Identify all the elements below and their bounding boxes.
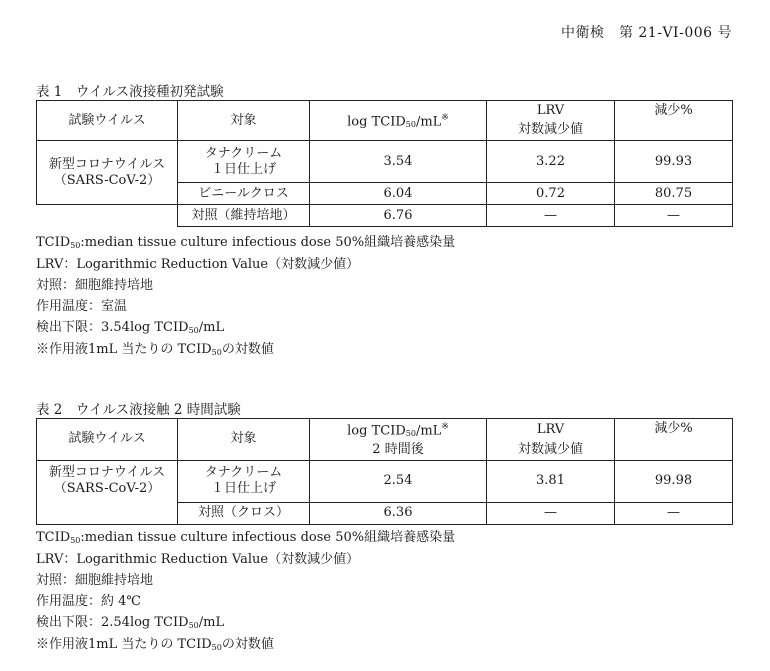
table1-row3-reduction: — bbox=[615, 205, 733, 227]
table1-header-lrv-sub: 対数減少値 bbox=[487, 121, 615, 141]
table1-row3-lrv: — bbox=[487, 205, 615, 227]
table2-header-lrv-sub: 対数減少値 bbox=[487, 440, 615, 460]
note-tcid: $TCID_{50}:median$ tissue culture infectious dose 50%組織培養感染量 bbox=[36, 235, 456, 250]
table2-virus-cell: 新型コロナウイルス （SARS-CoV-2） bbox=[37, 460, 178, 524]
table1-row2-target: ビニールクロス bbox=[178, 183, 310, 205]
note-temperature: 作用温度：室温 bbox=[36, 299, 128, 314]
table2-row1-reduction: 99.98 bbox=[615, 460, 733, 502]
table-row bbox=[37, 205, 733, 227]
table-row bbox=[37, 460, 733, 502]
table1-row2-reduction: 80.75 bbox=[615, 183, 733, 205]
table2-header-target: 対象 bbox=[178, 419, 310, 461]
table2-header-virus: 試験ウイルス bbox=[37, 419, 178, 461]
table2-header-log: $\log TCID_{50}/mL^※$ bbox=[310, 419, 487, 441]
table1-row1-log: 3.54 bbox=[310, 141, 487, 183]
table2-row2-log: 6.36 bbox=[310, 502, 487, 524]
table2-row2-target: 対照（クロス） bbox=[178, 502, 310, 524]
table2-header-lrv: LRV bbox=[487, 419, 615, 441]
table1-row2-log: 6.04 bbox=[310, 183, 487, 205]
table1-row3-target: 対照（維持培地） bbox=[178, 205, 310, 227]
note-temperature: 作用温度：約 4℃ bbox=[36, 594, 141, 609]
note-log-value: ※作用液1mL 当たりの $TCID_{50}$の対数値 bbox=[36, 637, 274, 652]
note-lrv: LRV：Logarithmic Reduction Value（対数減少値） bbox=[36, 552, 360, 567]
table-row bbox=[37, 141, 733, 183]
note-control: 対照：細胞維持培地 bbox=[36, 278, 154, 293]
note-detection-limit: 検出下限：2.54log $TCID_{50}/mL$ bbox=[36, 615, 225, 630]
table1-row1-lrv: 3.22 bbox=[487, 141, 615, 183]
table1 bbox=[36, 100, 733, 227]
table2-row1-lrv: 3.81 bbox=[487, 460, 615, 502]
table1-virus-cell: 新型コロナウイルス （SARS-CoV-2） bbox=[37, 141, 178, 205]
note-detection-limit: 検出下限：3.54log $TCID_{50}/mL$ bbox=[36, 320, 225, 335]
table1-row2-lrv: 0.72 bbox=[487, 183, 615, 205]
table1-header-lrv: LRV bbox=[487, 101, 615, 121]
table1-notes bbox=[36, 232, 455, 361]
table1-row1-reduction: 99.93 bbox=[615, 141, 733, 183]
table2-header-reduction: 減少% bbox=[615, 419, 733, 461]
table2-row2-reduction: — bbox=[615, 502, 733, 524]
table2 bbox=[36, 418, 733, 525]
table1-row3-empty bbox=[37, 205, 178, 227]
table2-row1-log: 2.54 bbox=[310, 460, 487, 502]
table1-header-target: 対象 bbox=[178, 101, 310, 141]
table2-caption: 表 2 ウイルス液接触 2 時間試験 bbox=[36, 402, 241, 418]
table1-row3-log: 6.76 bbox=[310, 205, 487, 227]
table1-header-virus: 試験ウイルス bbox=[37, 101, 178, 141]
table2-row1-target: タナクリーム １日仕上げ bbox=[178, 460, 310, 502]
table1-row1-target: タナクリーム １日仕上げ bbox=[178, 141, 310, 183]
table1-header-log: $\log TCID_{50}/mL^※$ bbox=[310, 101, 487, 141]
table2-header-log-time: 2 時間後 bbox=[310, 440, 487, 460]
note-tcid: $TCID_{50}:median$ tissue culture infectious dose 50%組織培養感染量 bbox=[36, 530, 456, 545]
note-lrv: LRV：Logarithmic Reduction Value（対数減少値） bbox=[36, 257, 360, 272]
note-log-value: ※作用液1mL 当たりの $TCID_{50}$の対数値 bbox=[36, 342, 274, 357]
table2-notes bbox=[36, 527, 455, 656]
table1-header-reduction: 減少% bbox=[615, 101, 733, 141]
note-control: 対照：細胞維持培地 bbox=[36, 573, 154, 588]
document-number: 中衛検 第 21-VⅠ-006 号 bbox=[560, 25, 732, 41]
table2-row2-lrv: — bbox=[487, 502, 615, 524]
table1-caption: 表 1 ウイルス液接種初発試験 bbox=[36, 84, 224, 100]
